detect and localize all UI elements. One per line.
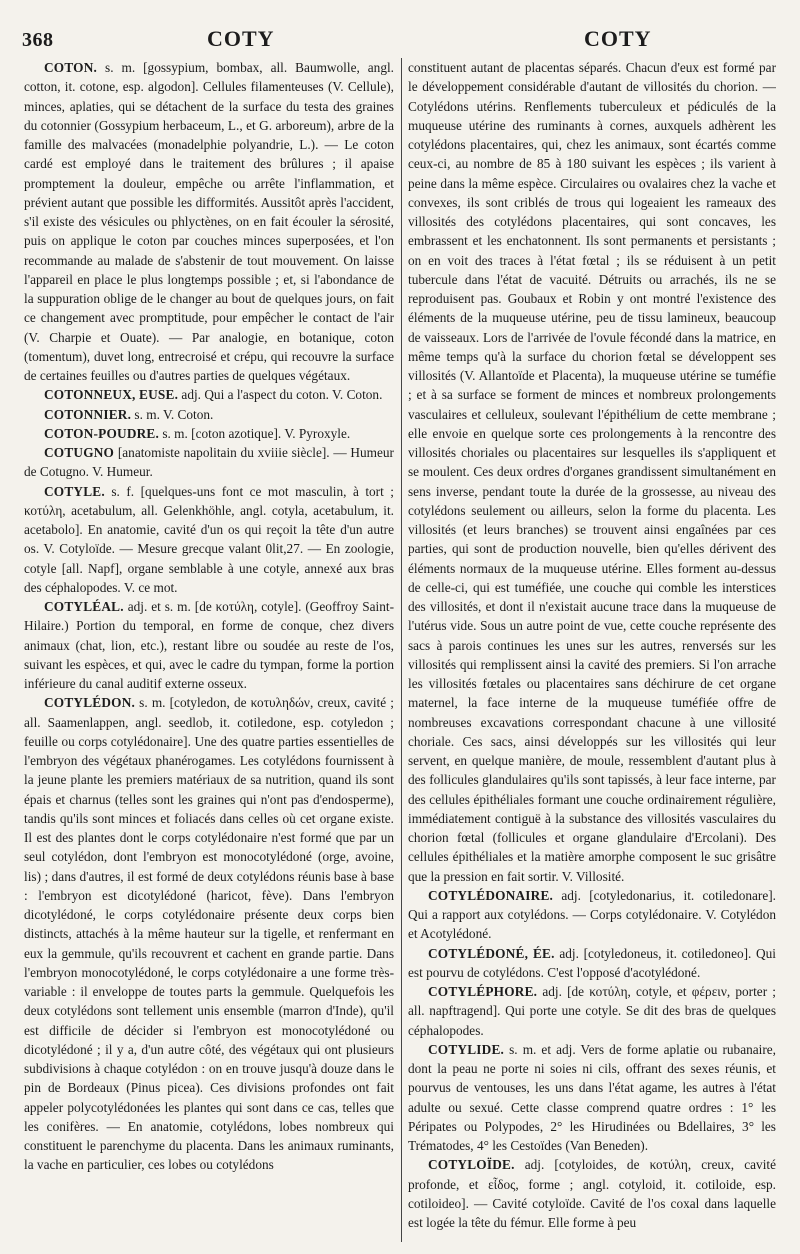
dictionary-entry bbox=[408, 944, 776, 983]
entry-headword: COTYLIDE. bbox=[428, 1041, 505, 1057]
dictionary-entry bbox=[408, 1155, 776, 1232]
left-column bbox=[24, 58, 394, 1246]
dictionary-entry bbox=[24, 693, 394, 1174]
entry-headword: COTYLÉPHORE. bbox=[428, 984, 538, 999]
entry-text: s. m. [cotyledon, de κοτυληδών, creux, cavité ; all. Saamenlappen, angl. seedlob, it. cotiledone, esp. cotyledon ; feuille ou corps cotylédonaire]. Une des quatre parties essentielles de l'embryon des végétaux phanérogames. Les cotylédons fournissent à la jeune plante les premiers matériaux de sa nutrition, quand ils sont épais et charnus (telles sont les graines qui n'ont pas d'endosperme), tandis qu'ils sont minces et foliacés dans celles où cet organe existe. Il est des plantes dont le corps cotylédonaire n'est formé que par un seul cotylédon, dont l'embryon est monocotylédoné (orge, avoine, lis) ; dans d'autres, il est formé de deux cotylédons réunis base à base : l'embryon est dicotylédoné (haricot, fève). Dans l'embryon dicotylédoné, le corps cotylédonaire présente deux corps bien distincts, attachés à la même hauteur sur la tigelle, et renfermant en eux la gemmule, qu'ils recouvrent et cachent en grande partie. Dans l'embryon monocotylédoné, le corps cotylédonaire a une forme très-variable : il enveloppe de toutes parts la gemmule. Quelquefois les deux cotylédons sont tellement unis ensemble (marron d'Inde), qu'il est difficile de décider si l'embryon est monocotylédoné ou dicotylédoné ; il y a, d'un autre côté, des végétaux qui ont plusieurs subdivisions à chaque cotylédon : on en trouve jusqu'à douze dans le pin de Bordeaux (Pinus picea). Ces divisions profondes ont fait appeler polycotylédonées les plantes qui sont dans ce cas, telles que les conifères. — En anatomie, cotylédons, lobes nombreux qui constituent le parenchyme du placenta. Dans les animaux ruminants, la vache en particulier, ces lobes ou cotylédons bbox=[24, 695, 394, 1173]
entry-text: s. m. et adj. Vers de forme aplatie ou rubanaire, dont la peau ne porte ni soies ni cils, offrant des sexes réunis, et pourvus de ventouses, les uns dans l'état agame, les autres à l'état adulte ou sexué. Cette classe comprend quatre ordres : 1° les Péripates ou Polypodes, 2° les Hirudinées ou Bdellaires, 3° les Trématodes, 4° les Cestoïdes (Van Beneden). bbox=[408, 1041, 776, 1153]
entry-text: constituent autant de placentas séparés. Chacun d'eux est formé par le développement considérable d'autant de villosités du chorion. — Cotylédons utérins. Renflements tuberculeux et pédiculés de la muqueuse utérine des ruminants à cornes, auxquels adhèrent les cotylédons placentaires, qui, chez les animaux, sont écartés comme ceux-ci, au nombre de 85 à 180 suivant les espèces ; ils varient à peine dans la même espèce. Circulaires ou ovalaires chez la vache et convexes, ils sont criblés de trous qui logeaient les rameaux des villosités des cotylédons placentaires, qui sont concaves, les embrassent et les enchatonnent. Ils sont permanents et persistants ; on en voit des traces à l'état fœtal ; ils se réduisent à un petit tubercule dans l'état de vacuité. Détruits ou arrachés, ils ne se reproduisent pas. Goubaux et Robin y ont montré l'existence des éléments de la muqueuse utérine, peu de tissu lamineux, beaucoup de vaisseaux. Lors de l'arrivée de l'ovule fécondé dans la matrice, en même temps qu'à la surface du chorion fœtal se développent ses villosités (V. Allantoïde et Placenta), la muqueuse utérine se tuméfie ; et à sa surface se forment de minces et nombreux prolongements vasculaires et celluleux, soulevant l'épithélium de cette membrane ; elle envoie en quelque sorte ces prolongements à la rencontre des villosités choriales ou placentaires sur lesquelles ils s'appliquent et se moulent. Ces deux ordres d'organes grandissent simultanément en sens inverse, pendant toute la durée de la grossesse, au niveau des cotylédons seulement ou ailleurs, selon la forme du placenta. Les villosités (et leurs branches) se trouvent ainsi engaînées par ces parties, qui sont de production nouvelle, bien qu'elles dérivent des éléments normaux de la muqueuse utérine. Elles forment au-dessus de celle-ci, qui est tuméfiée, une couche qui comble les interstices des villosités, et dont il n'existait aucune trace dans la muqueuse de l'utérus vide. Sous un autre point de vue, cette couche représente des sacs à parois continues les unes sur les autres, renversés sur les villosités qui remplissent ainsi la cavité des premiers. Si l'on arrache les villosités fœtales ou placentaires sans déchirure de cet organe maternel, la face interne de la muqueuse tuméfiée offre de nombreuses excavations correspondant chacune à une villosité choriale. Ces sacs, ainsi développés sur les villosités qui leur servent, en quelque manière, de moule, ressemblent d'autant plus à des follicules glandulaires qu'ils sont tapissés, à leur face interne, par des cellules épithéliales formant une couche ordinairement régulière, immédiatement contiguë à la substance des villosités vasculaires du chorion fœtal (follicules et organe glandulaire d'Ercolani). Des cellules épithéliales et la matière amorphe composent le suc grisâtre que la pression en fait sortir. V. Villosité. bbox=[408, 60, 776, 884]
entry-headword: COTYLOÏDE. bbox=[428, 1157, 515, 1173]
dictionary-entry bbox=[408, 58, 776, 886]
entry-headword: COTUGNO bbox=[44, 445, 115, 460]
column-divider bbox=[401, 58, 402, 1242]
entry-headword: COTON. bbox=[44, 60, 98, 75]
dictionary-entry bbox=[24, 58, 394, 385]
dictionary-entry bbox=[24, 597, 394, 693]
entry-headword: COTYLÉDONAIRE. bbox=[428, 887, 554, 903]
dictionary-entry bbox=[408, 982, 776, 1040]
entry-headword: COTYLÉDON. bbox=[44, 695, 136, 711]
entry-headword: COTYLÉDONÉ, ÉE. bbox=[428, 945, 555, 961]
dictionary-entry bbox=[24, 385, 394, 404]
entry-text: adj. [cotyloides, de κοτύλη, creux, cavité profonde, et εἶδος, forme ; angl. cotyloid, it. cotiloide, esp. cotiloideo]. — Cavité cotyloïde. Cavité de l'os coxal dans laquelle est logée la tête du fémur. Elle forme à peu bbox=[408, 1157, 776, 1230]
dictionary-entry bbox=[24, 482, 394, 598]
dictionary-entry bbox=[24, 424, 394, 443]
entry-text: s. m. V. Coton. bbox=[131, 406, 214, 422]
entry-headword: COTYLÉAL. bbox=[44, 599, 124, 614]
dictionary-entry bbox=[408, 1040, 776, 1156]
page-header bbox=[22, 22, 778, 52]
entry-text: adj. [cotyledonarius, it. cotiledonare]. Qui a rapport aux cotylédons. — Corps cotylédonaire. V. Cotylédon et Acotylédoné. bbox=[408, 887, 776, 942]
entry-text: adj. et s. m. [de κοτύλη, cotyle]. (Geoffroy Saint-Hilaire.) Portion du temporal, en forme de conque, chez divers animaux (chat, lion, etc.), restant libre ou soudée au reste de l'os, suivant les espèces, et qui, avec le cadre du tympan, forme la portion inférieure du canal auditif externe osseux. bbox=[24, 599, 394, 691]
entry-text: adj. [cotyledoneus, it. cotiledoneo]. Qui est pourvu de cotylédons. C'est l'opposé d'acotylédoné. bbox=[408, 945, 776, 980]
dictionary-entry bbox=[24, 443, 394, 482]
entry-text: s. m. [coton azotique]. V. Pyroxyle. bbox=[159, 425, 351, 441]
dictionary-entry bbox=[408, 886, 776, 944]
running-head-right: COTY bbox=[584, 26, 652, 51]
entry-text: [anatomiste napolitain du xviiie siècle]. — Humeur de Cotugno. V. Humeur. bbox=[24, 445, 394, 480]
entry-headword: COTYLE. bbox=[44, 483, 105, 499]
right-column bbox=[408, 58, 776, 1246]
entry-headword: COTONNIER. bbox=[44, 406, 132, 422]
entry-text: adj. [de κοτύλη, cotyle, et φέρειν, porter ; all. napftragend]. Qui porte une cotyle. Se dit des bras de quelques céphalopodes. bbox=[408, 984, 776, 1038]
dictionary-entry bbox=[24, 405, 394, 424]
entry-headword: COTON-POUDRE. bbox=[44, 425, 160, 441]
entry-text: s. m. [gossypium, bombax, all. Baumwolle, angl. cotton, it. cotone, esp. algodon]. Cellules filamenteuses (V. Cellule), minces, aplaties, qui se détachent de la surface du testa des graines du cotonnier (Gossypium herbaceum, L., et G. arboreum), arbre de la famille des malvacées (monadelphie polyandrie, L.). — Le coton cardé est employé dans le traitement des brûlures ; il apaise promptement la douleur, empêche ou arrête l'inflammation, et prévient autant que possible les difformités. Aussitôt après l'accident, s'il existe des vésicules ou phlyctènes, on en fait écouler la sérosité, puis on applique le coton par couches minces superposées, et l'on recommande au malade de s'abstenir de tout mouvement. On laisse l'appareil en place le plus longtemps possible ; et, si l'abondance de la suppuration oblige de le changer au bout de quelques jours, on fait ce changement avec promptitude, pour empêcher le contact de l'air (V. Charpie et Ouate). — Par analogie, en botanique, coton (tomentum), duvet long, entrecroisé et crépu, qui recouvre la surface de certaines feuilles ou d'autres parties de quelques végétaux. bbox=[24, 60, 394, 383]
page-number: 368 bbox=[22, 29, 54, 51]
entry-text: s. f. [quelques-uns font ce mot masculin, à tort ; κοτύλη, acetabulum, all. Gelenkhöhle, angl. cotyla, acetabulum, it. acetabolo]. En anatomie, cavité d'un os qui reçoit la tête d'un autre os. V. Cotyloïde. — Mesure grecque valant 0lit,27. — En zoologie, cotyle [all. Napf], organe semblable à une cotyle, annexé aux bras des céphalopodes. V. ce mot. bbox=[24, 483, 394, 595]
entry-headword: COTONNEUX, EUSE. bbox=[44, 387, 179, 403]
entry-text: adj. Qui a l'aspect du coton. V. Coton. bbox=[178, 387, 383, 403]
running-head-left: COTY bbox=[207, 26, 275, 51]
